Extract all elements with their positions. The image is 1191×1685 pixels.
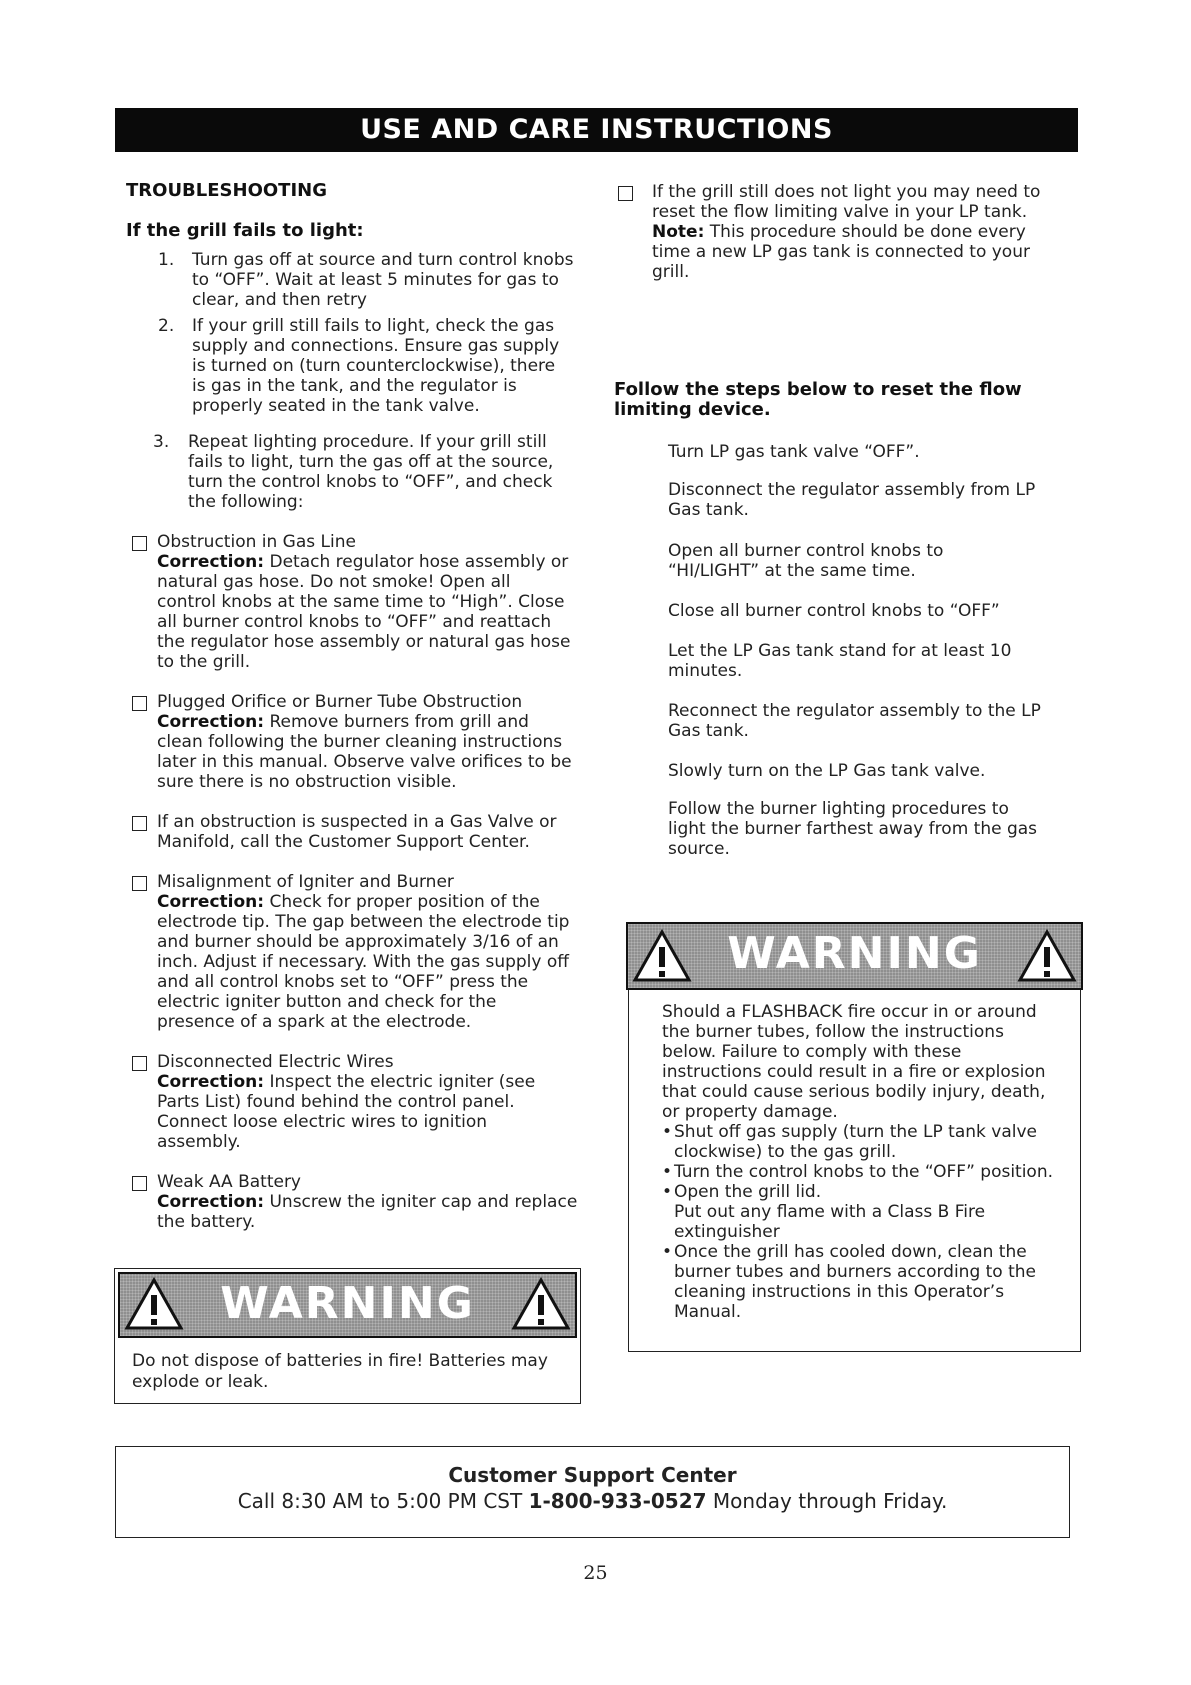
- warning-bullet-text: Once the grill has cooled down, clean the: [674, 1242, 1027, 1262]
- correction-line: [157, 552, 568, 572]
- correction-text: Unscrew the igniter cap and replace: [264, 1192, 578, 1212]
- subheading: If the grill fails to light:: [126, 220, 364, 241]
- correction-text: presence of a spark at the electrode.: [157, 1012, 472, 1032]
- correction-text: the battery.: [157, 1212, 256, 1232]
- reset-step-text: Reconnect the regulator assembly to the LP: [668, 701, 1041, 721]
- warning-bullet-text: Manual.: [674, 1302, 742, 1322]
- correction-text: assembly.: [157, 1132, 241, 1152]
- warning-intro-text: instructions could result in a fire or explosion: [662, 1062, 1046, 1082]
- warning-intro-text: Should a FLASHBACK fire occur in or around: [662, 1002, 1037, 1022]
- reset-note-2: time a new LP gas tank is connected to your: [652, 242, 1030, 262]
- note-text: This procedure should be done every: [704, 222, 1026, 242]
- warning-intro-text: that could cause serious bodily injury, death,: [662, 1082, 1046, 1102]
- battery-warning-text-1: Do not dispose of batteries in fire! Batteries may: [132, 1351, 548, 1371]
- correction-text: control knobs at the same time to “High”. Close: [157, 592, 565, 612]
- correction-line: [157, 1192, 577, 1212]
- checkbox: [618, 186, 633, 201]
- step-text: If your grill still fails to light, check the gas: [192, 316, 555, 336]
- reset-intro-2: reset the flow limiting valve in your LP tank.: [652, 202, 1028, 222]
- warning-intro-text: or property damage.: [662, 1102, 838, 1122]
- correction-text: sure there is no obstruction visible.: [157, 772, 457, 792]
- reset-step-text: Disconnect the regulator assembly from LP: [668, 480, 1036, 500]
- warning-bullet-text: Put out any flame with a Class B Fire: [674, 1202, 986, 1222]
- correction-text: the regulator hose assembly or natural gas hose: [157, 632, 571, 652]
- correction-label: Correction:: [157, 1072, 265, 1092]
- check-title: If an obstruction is suspected in a Gas Valve or: [157, 812, 557, 832]
- support-title: Customer Support Center: [448, 1463, 737, 1487]
- warning-bullet-text: burner tubes and burners according to the: [674, 1262, 1037, 1282]
- warning-triangle-icon: [511, 1277, 571, 1331]
- check-title: Plugged Orifice or Burner Tube Obstruction: [157, 692, 523, 712]
- reset-step-text: light the burner farthest away from the gas: [668, 819, 1038, 839]
- step-number: 3.: [153, 432, 170, 452]
- warning-bullet-text: extinguisher: [674, 1222, 780, 1242]
- warning-title: WARNING: [727, 928, 982, 979]
- step-text: supply and connections. Ensure gas supply: [192, 336, 560, 356]
- reset-note: [652, 222, 1026, 242]
- reset-step-text: Follow the burner lighting procedures to: [668, 799, 1009, 819]
- support-hours-text: Call 8:30 AM to 5:00 PM CST: [237, 1489, 529, 1513]
- warning-bullet-text: cleaning instructions in this Operator’s: [674, 1282, 1005, 1302]
- correction-text: electric igniter button and check for the: [157, 992, 497, 1012]
- reset-note-3: grill.: [652, 262, 690, 282]
- checkbox: [132, 876, 147, 891]
- correction-text: later in this manual. Observe valve orifices to be: [157, 752, 572, 772]
- reset-step-text: “HI/LIGHT” at the same time.: [668, 561, 916, 581]
- reset-step-text: Close all burner control knobs to “OFF”: [668, 601, 1000, 621]
- support-days: Monday through Friday.: [706, 1489, 948, 1513]
- checkbox: [132, 696, 147, 711]
- bullet-icon: •: [662, 1182, 673, 1202]
- step-text: Repeat lighting procedure. If your grill still: [188, 432, 547, 452]
- reset-step-text: Slowly turn on the LP Gas tank valve.: [668, 761, 986, 781]
- step-text: properly seated in the tank valve.: [192, 396, 480, 416]
- bullet-icon: •: [662, 1242, 673, 1262]
- step-number: 2.: [158, 316, 175, 336]
- check-title: Misalignment of Igniter and Burner: [157, 872, 454, 892]
- correction-text: all burner control knobs to “OFF” and reattach: [157, 612, 552, 632]
- correction-line: [157, 712, 529, 732]
- correction-text: natural gas hose. Do not smoke! Open all: [157, 572, 511, 592]
- battery-warning-text-2: explode or leak.: [132, 1372, 269, 1392]
- reset-step-text: Gas tank.: [668, 500, 749, 520]
- correction-text: Inspect the electric igniter (see: [264, 1072, 536, 1092]
- step-text: to “OFF”. Wait at least 5 minutes for gas to: [192, 270, 559, 290]
- warning-bullet-text: Turn the control knobs to the “OFF” position.: [674, 1162, 1054, 1182]
- step-text: clear, and then retry: [192, 290, 367, 310]
- check-title: Disconnected Electric Wires: [157, 1052, 394, 1072]
- section-title: TROUBLESHOOTING: [126, 180, 327, 201]
- checkbox: [132, 816, 147, 831]
- bullet-icon: •: [662, 1122, 673, 1142]
- correction-text: Detach regulator hose assembly or: [264, 552, 569, 572]
- warning-title: WARNING: [220, 1278, 475, 1329]
- correction-text: Parts List) found behind the control panel.: [157, 1092, 515, 1112]
- correction-text: Check for proper position of the: [264, 892, 540, 912]
- step-text: is gas in the tank, and the regulator is: [192, 376, 517, 396]
- step-text: the following:: [188, 492, 304, 512]
- step-text: turn the control knobs to “OFF”, and check: [188, 472, 553, 492]
- step-text: is turned on (turn counterclockwise), there: [192, 356, 556, 376]
- customer-support-box: [115, 1446, 1070, 1538]
- reset-step-text: Open all burner control knobs to: [668, 541, 944, 561]
- warning-intro-text: below. Failure to comply with these: [662, 1042, 962, 1062]
- correction-text: electrode tip. The gap between the electrode tip: [157, 912, 570, 932]
- page-number: 25: [583, 1562, 608, 1584]
- correction-label: Correction:: [157, 1192, 265, 1212]
- correction-text: and burner should be approximately 3/16 of an: [157, 932, 559, 952]
- correction-line: [157, 892, 540, 912]
- correction-label: Correction:: [157, 552, 265, 572]
- correction-text: to the grill.: [157, 652, 251, 672]
- warning-bullet-text: Open the grill lid.: [674, 1182, 822, 1202]
- correction-text: inch. Adjust if necessary. With the gas supply off: [157, 952, 569, 972]
- battery-warning-box: [114, 1268, 581, 1404]
- correction-text: Manifold, call the Customer Support Center.: [157, 832, 530, 852]
- correction-text: Connect loose electric wires to ignition: [157, 1112, 488, 1132]
- reset-intro-1: If the grill still does not light you may need to: [652, 182, 1041, 202]
- checkbox: [132, 1056, 147, 1071]
- warning-intro-text: the burner tubes, follow the instructions: [662, 1022, 1004, 1042]
- support-phone: 1-800-933-0527: [528, 1489, 707, 1513]
- step-number: 1.: [158, 250, 175, 270]
- warning-bullet-text: Shut off gas supply (turn the LP tank valve: [674, 1122, 1037, 1142]
- correction-label: Correction:: [157, 892, 265, 912]
- correction-line: [157, 1072, 535, 1092]
- support-hours: [116, 1489, 1069, 1513]
- reset-step-text: Let the LP Gas tank stand for at least 10: [668, 641, 1012, 661]
- bullet-icon: •: [662, 1162, 673, 1182]
- reset-step-text: Turn LP gas tank valve “OFF”.: [668, 442, 920, 462]
- correction-text: clean following the burner cleaning instructions: [157, 732, 563, 752]
- reset-step-text: Gas tank.: [668, 721, 749, 741]
- warning-banner: [626, 922, 1083, 990]
- reset-steps-title-1: Follow the steps below to reset the flow: [614, 379, 1022, 400]
- correction-label: Correction:: [157, 712, 265, 732]
- checkbox: [132, 1176, 147, 1191]
- correction-text: and all control knobs set to “OFF” press the: [157, 972, 529, 992]
- reset-steps-title-2: limiting device.: [614, 399, 771, 420]
- check-title: Obstruction in Gas Line: [157, 532, 356, 552]
- reset-step-text: source.: [668, 839, 730, 859]
- checkbox: [132, 536, 147, 551]
- step-text: fails to light, turn the gas off at the source,: [188, 452, 554, 472]
- warning-triangle-icon: [1017, 929, 1077, 983]
- warning-bullet-text: clockwise) to the gas grill.: [674, 1142, 897, 1162]
- check-title: Weak AA Battery: [157, 1172, 301, 1192]
- note-label: Note:: [652, 222, 705, 242]
- page-header: USE AND CARE INSTRUCTIONS: [115, 108, 1078, 152]
- correction-text: Remove burners from grill and: [264, 712, 529, 732]
- reset-step-text: minutes.: [668, 661, 743, 681]
- warning-banner: [118, 1272, 577, 1338]
- step-text: Turn gas off at source and turn control knobs: [192, 250, 574, 270]
